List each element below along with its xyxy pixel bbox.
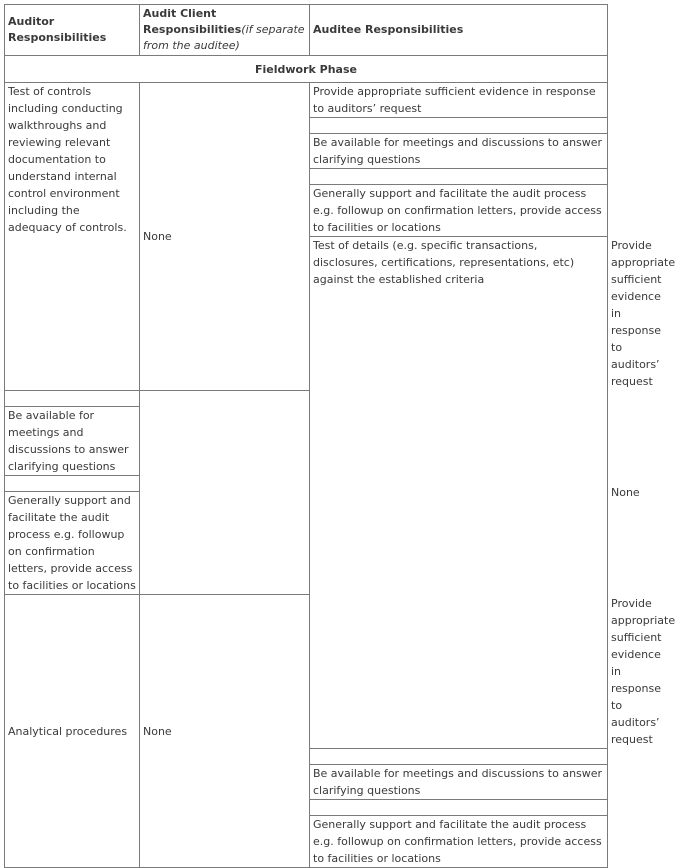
table-row: Analytical procedures None Provide appropriate sufficient evidence in response to auditors’ request <box>5 595 608 749</box>
spacer-cell <box>310 169 608 185</box>
auditor-cell: Analytical procedures <box>5 595 140 868</box>
auditee-cell: Generally support and facilitate the audit process e.g. followup on confirmation letters, provide access to facilities or locations <box>310 185 608 237</box>
header-audit-client <box>140 5 310 56</box>
auditor-cell: Test of details (e.g. specific transactions, disclosures, certifications, representations, etc) against the established criteria <box>310 237 608 749</box>
table-row <box>5 83 608 118</box>
phase-title: Fieldwork Phase <box>5 56 608 83</box>
header-row <box>5 5 608 56</box>
auditee-cell: Be available for meetings and discussions to answer clarifying questions <box>5 407 140 476</box>
auditee-cell: Generally support and facilitate the audit process e.g. followup on confirmation letters, provide access to facilities or locations <box>310 816 608 868</box>
auditee-cell: Generally support and facilitate the audit process e.g. followup on confirmation letters, provide access to facilities or locations <box>5 492 140 595</box>
header-client-note: (if separate from the auditee) <box>143 23 305 52</box>
auditee-cell: Be available for meetings and discussions to answer clarifying questions <box>310 765 608 800</box>
spacer-cell <box>310 118 608 134</box>
client-cell: None <box>140 83 310 391</box>
spacer-cell <box>5 391 140 407</box>
client-cell: None <box>140 595 310 868</box>
auditee-cell: Provide appropriate sufficient evidence in response to auditors’ request <box>310 83 608 118</box>
header-auditee: Auditee Responsibilities <box>310 5 608 56</box>
phase-row <box>5 56 608 83</box>
auditee-cell: Be available for meetings and discussions to answer clarifying questions <box>310 134 608 169</box>
header-auditor: Auditor Responsibilities <box>5 5 140 56</box>
header-client-label: Audit Client Responsibilities <box>143 7 242 36</box>
spacer-cell <box>5 476 140 492</box>
auditor-cell: Test of controls including conducting walkthroughs and reviewing relevant documentation to understand internal control environment including the adequacy of controls. <box>5 83 140 391</box>
spacer-cell <box>310 749 608 765</box>
table-row: Test of details (e.g. specific transactions, disclosures, certifications, representations, etc) against the established criteria None Provide appropriate sufficient evidence in response to auditors’ request <box>5 237 608 391</box>
spacer-cell <box>310 800 608 816</box>
responsibilities-table <box>4 4 675 868</box>
